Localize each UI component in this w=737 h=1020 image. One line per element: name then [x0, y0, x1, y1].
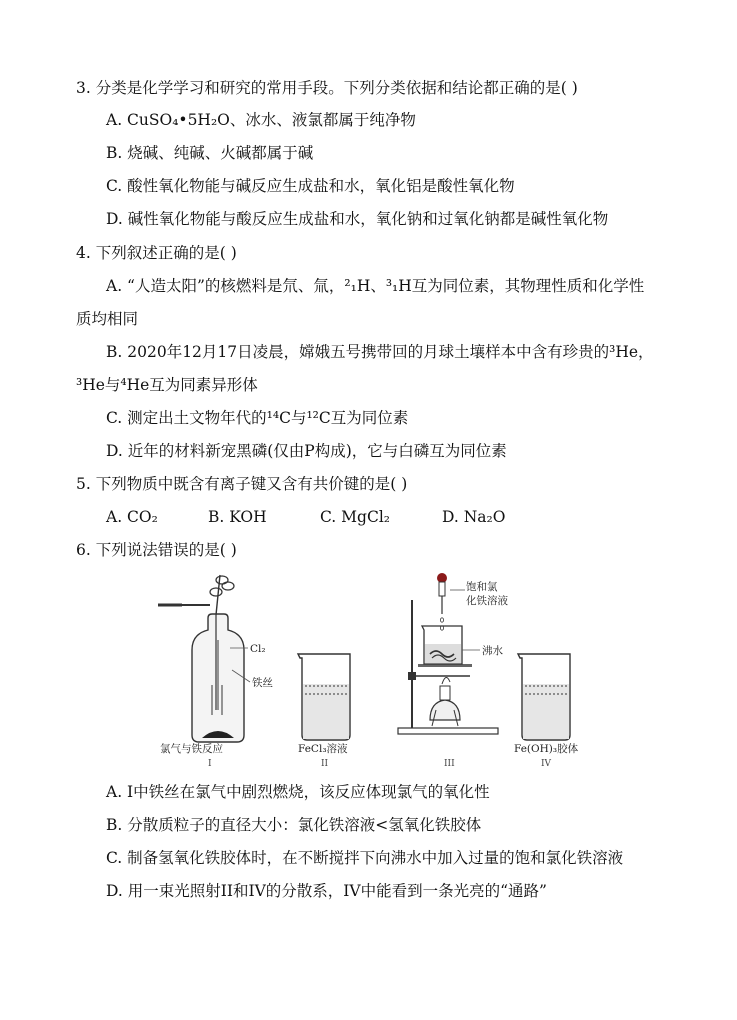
label-saturated-fecl3-line2: 化铁溶液 — [466, 595, 508, 607]
q4-option-b-line2: ³He与⁴He互为同素异形体 — [76, 376, 258, 394]
figure-i-gas-jar — [158, 575, 273, 769]
figure-ii-beaker — [298, 654, 350, 769]
label-cl2: Cl₂ — [250, 643, 266, 655]
q4-option-a-line2: 质均相同 — [76, 310, 139, 328]
q4-option-a-line1: A. “人造太阳”的核燃料是氘、氚，²₁H、³₁H互为同位素，其物理性质和化学性 — [106, 277, 645, 295]
figure-iii-apparatus — [398, 573, 508, 769]
caption-ii: FeCl₃溶液 — [298, 743, 348, 755]
q6-option-b: B. 分散质粒子的直径大小：氯化铁溶液<氢氧化铁胶体 — [106, 816, 482, 834]
label-saturated-fecl3-line1: 饱和氯 — [466, 581, 498, 593]
q3-stem: 3. 分类是化学学习和研究的常用手段。下列分类依据和结论都正确的是( ) — [76, 79, 578, 97]
q4-option-b-line1: B. 2020年12月17日凌晨，嫦娥五号携带回的月球土壤样本中含有珍贵的³He， — [106, 343, 654, 361]
q6-apparatus-figure — [150, 570, 590, 770]
roman-ii: II — [321, 759, 329, 769]
q5-option-b: B. KOH — [208, 508, 267, 526]
q6-option-c: C. 制备氢氧化铁胶体时，在不断搅拌下向沸水中加入过量的饱和氯化铁溶液 — [106, 849, 624, 867]
label-boiling-water: 沸水 — [482, 645, 503, 657]
q4-stem: 4. 下列叙述正确的是( ) — [76, 244, 237, 262]
q4-option-c: C. 测定出土文物年代的¹⁴C与¹²C互为同位素 — [106, 409, 409, 427]
q6-option-d: D. 用一束光照射II和IV的分散系，IV中能看到一条光亮的“通路” — [106, 882, 547, 900]
figure-iv-beaker — [514, 654, 579, 769]
roman-iii: III — [444, 759, 455, 769]
q3-option-d: D. 碱性氧化物能与酸反应生成盐和水，氧化钠和过氧化钠都是碱性氧化物 — [106, 210, 609, 228]
caption-i: 氯气与铁反应 — [160, 743, 223, 755]
q6-option-a: A. I中铁丝在氯气中剧烈燃烧，该反应体现氯气的氧化性 — [106, 783, 490, 801]
q6-stem: 6. 下列说法错误的是( ) — [76, 541, 237, 559]
q5-option-d: D. Na₂O — [442, 508, 506, 526]
caption-iv: Fe(OH)₃胶体 — [514, 743, 579, 755]
roman-iv: IV — [541, 759, 552, 769]
q5-option-c: C. MgCl₂ — [320, 508, 390, 526]
label-iron-wire: 铁丝 — [252, 677, 273, 689]
q4-option-d: D. 近年的材料新宠黑磷(仅由P构成)，它与白磷互为同位素 — [106, 442, 507, 460]
q5-option-a: A. CO₂ — [106, 508, 158, 526]
roman-i: I — [208, 759, 212, 769]
q5-stem: 5. 下列物质中既含有离子键又含有共价键的是( ) — [76, 475, 408, 493]
q3-option-a: A. CuSO₄•5H₂O、冰水、液氯都属于纯净物 — [106, 111, 416, 129]
q3-option-c: C. 酸性氧化物能与碱反应生成盐和水，氧化铝是酸性氧化物 — [106, 177, 515, 195]
q3-option-b: B. 烧碱、纯碱、火碱都属于碱 — [106, 144, 314, 162]
